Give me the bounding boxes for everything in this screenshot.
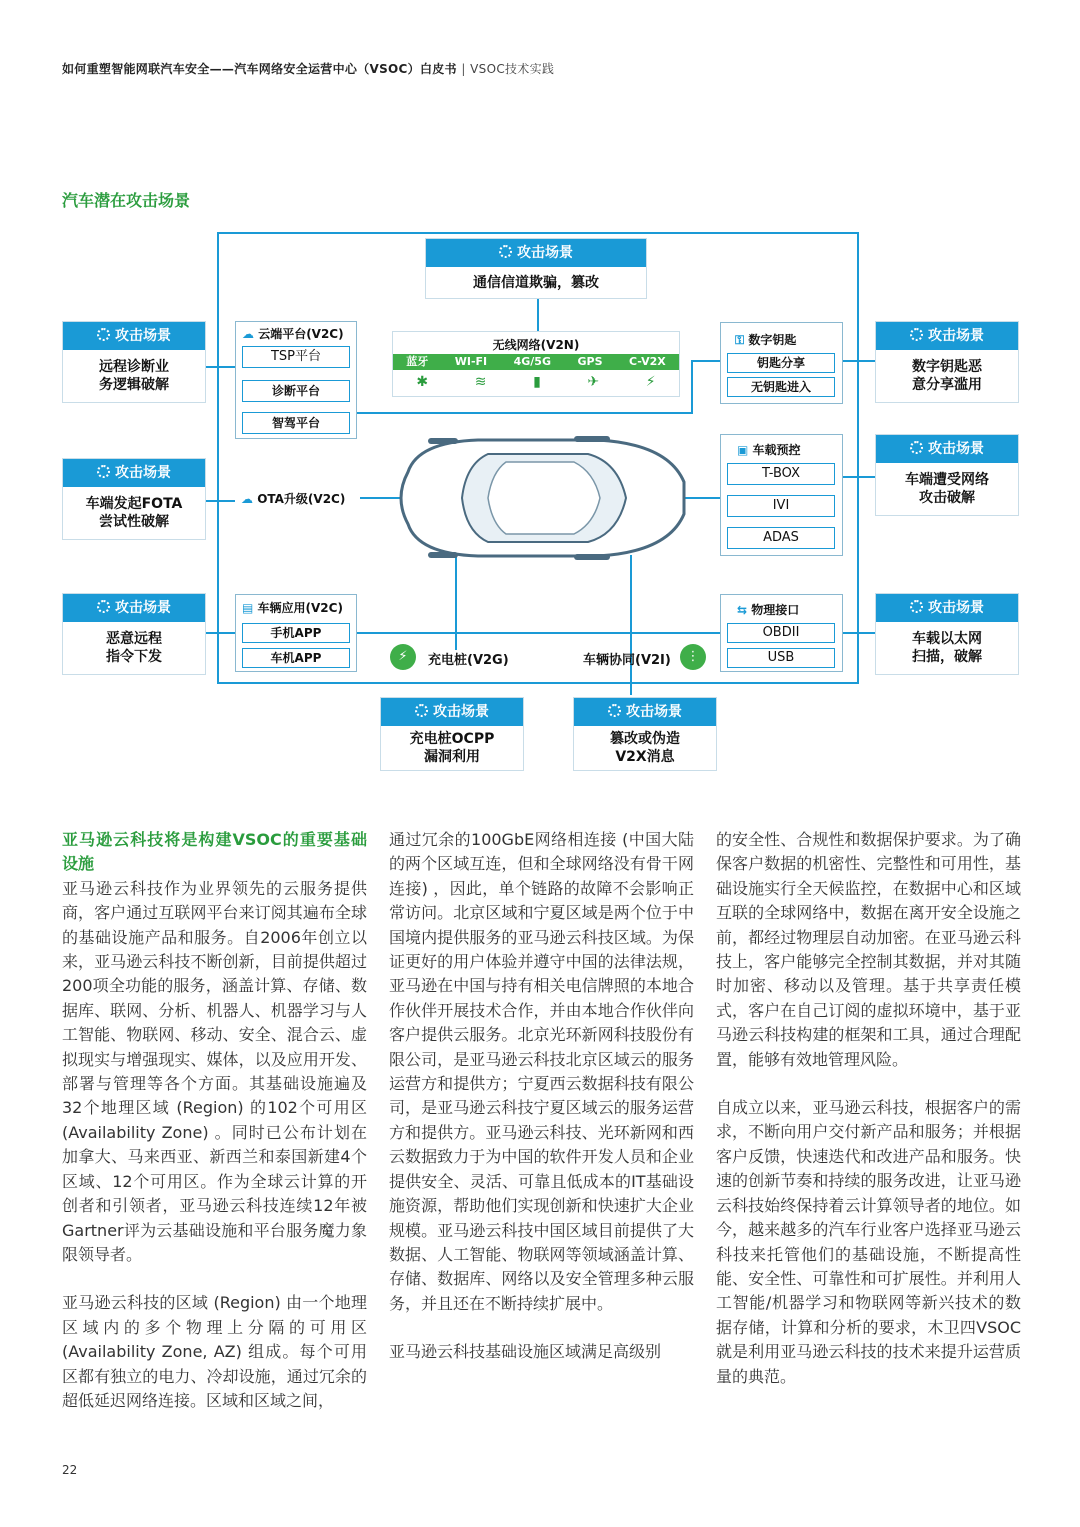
vehicle-app-group [235, 594, 357, 672]
scenario-text-line: 远程诊断业 [99, 359, 169, 375]
paragraph: 通过冗余的100GbE网络相连接 (中国大陆的两个区域互连，但和全球网络没有骨干网连接) ，因此，单个链路的故障不会影响正常访问。北京区域和宁夏区域是两个位于中国境内提供服务的亚马逊云科技区域。为保证更好的用户体验并遵守中国的法律法规，亚马逊在中国与持有相关电信牌照的本地合作伙伴开展技术合作，并由本地合作伙伴向客户提供云服务。北京光环新网科技股份有限公司，是亚马逊云科技北京区域云的服务运营方和提供方；宁夏西云数据科技有限公司，是亚马逊云科技宁夏区域云的服务运营方和提供方。亚马逊云科技、光环新网和西云数据致力于为中国的软件开发人员和企业提供安全、灵活、可靠且低成本的IT基础设施资源，帮助他们实现创新和快速扩大企业规模。亚马逊云科技中国区域目前提供了大数据、人工智能、物联网等领域涵盖计算、存储、数据库、网络以及安全管理多种云服务，并且还在不断持续扩展中。 [389, 830, 694, 1313]
band-cellular: 4G/5G [513, 355, 551, 368]
band-wifi: WI-FI [454, 355, 488, 368]
obdii: OBDII [727, 623, 835, 643]
traffic-light-icon: ⋮ [680, 644, 706, 670]
vehicle-app-title: 车辆应用(V2C) [257, 601, 343, 615]
article-column-1 [62, 828, 367, 1437]
article-heading: 亚马逊云科技将是构建VSOC的重要基础设施 [62, 830, 367, 874]
header-title: 如何重塑智能网联汽车安全——汽车网络安全运营中心（VSOC）白皮书 [62, 62, 457, 76]
scenario-label: 攻击场景 [928, 441, 984, 457]
physical-title: 物理接口 [751, 603, 800, 617]
gear-icon [97, 465, 110, 478]
gear-icon [499, 245, 512, 258]
adas: ADAS [727, 527, 835, 549]
scenario-text-line: 指令下发 [106, 649, 162, 665]
header-section: VSOC技术实践 [470, 62, 555, 76]
paragraph: 自成立以来，亚马逊云科技，根据客户的需求，不断向用户交付新产品和服务；并根据客户反馈，快速迭代和改进产品和服务。快速的创新节奏和持续的服务改进，让亚马逊云科技始终保持着云计算领导者的地位。如今，越来越多的汽车行业客户选择亚马逊云科技来托管他们的基础设施，不断提高性能、安全性、可靠性和可扩展性。并利用人工智能/机器学习和物联网等新兴技术的数据存储，计算和分析的要求，木卫四VSOC就是利用亚马逊云科技的技术来提升运营质量的典范。 [716, 1098, 1021, 1386]
scenario-top [425, 238, 647, 299]
wireless-title: 无线网络(V2N) [492, 338, 580, 352]
scenario-text-line: 尝试性破解 [99, 514, 169, 530]
connector-line [356, 412, 692, 414]
keyless-entry: 无钥匙进入 [727, 377, 835, 397]
scenario-text-line: 意分享滥用 [912, 377, 982, 393]
cloud-icon: ☁ [242, 327, 254, 341]
onboard-group [720, 434, 843, 556]
scenario-right-2 [875, 434, 1019, 516]
scenario-text-line: 攻击破解 [919, 490, 975, 506]
usb: USB [727, 648, 835, 668]
paragraph: 亚马逊云科技的区域 (Region) 由一个地理区域内的多个物理上分隔的可用区 (Availability Zone, AZ) 组成。每个可用区都有独立的电力、冷却设施，通过冗余的超低延迟网络连接。区域和区域之间， [62, 1293, 367, 1410]
connector-line [693, 360, 721, 362]
scenario-text-line: 篡改或伪造 [610, 731, 680, 747]
charger-label: 充电桩(V2G) [428, 653, 509, 668]
connector-line [455, 555, 457, 650]
connector-line [842, 632, 875, 634]
connector-line [842, 476, 875, 478]
physical-interface-group [720, 594, 843, 672]
scenario-label: 攻击场景 [115, 600, 171, 616]
mobile-app: 手机APP [242, 623, 350, 643]
gear-icon [910, 600, 923, 613]
cloud-platform-title: 云端平台(V2C) [258, 327, 344, 341]
cloud-platform-group [235, 321, 357, 439]
smart-drive-platform: 智驾平台 [242, 412, 350, 434]
scenario-right-1 [875, 321, 1019, 403]
diagnosis-platform: 诊断平台 [242, 380, 350, 402]
scenario-bottom-1 [380, 697, 524, 771]
scenario-text-line: 车载以太网 [912, 631, 982, 647]
ivi: IVI [727, 495, 835, 517]
diagram-title: 汽车潜在攻击场景 [62, 191, 191, 210]
gear-icon [415, 704, 428, 717]
scenario-text: 通信信道欺骗，篡改 [473, 274, 599, 291]
onboard-title: 车载预控 [752, 443, 801, 457]
scenario-left-1 [62, 321, 206, 403]
connector-line [630, 555, 632, 695]
ota-label: OTA升级(V2C) [257, 492, 346, 506]
tbox: T-BOX [727, 463, 835, 485]
app-grid-icon: ▤ [242, 601, 254, 615]
key-icon: ⚿ [735, 333, 745, 347]
scenario-left-2 [62, 458, 206, 540]
scenario-bottom-2 [573, 697, 717, 771]
scenario-label: 攻击场景 [433, 704, 489, 720]
wireless-bands [393, 354, 679, 370]
scenario-text-line: V2X消息 [615, 749, 675, 765]
connector-line [842, 360, 875, 362]
gear-icon [97, 328, 110, 341]
gear-icon [910, 441, 923, 454]
scenario-label: 攻击场景 [115, 465, 171, 481]
v2i-label: 车辆协同(V2I) [583, 653, 671, 668]
ota-upgrade [238, 490, 348, 507]
band-gps: GPS [577, 355, 603, 368]
article-column-3 [716, 828, 1021, 1413]
tsp-platform: TSP平台 [242, 346, 350, 368]
scenario-label: 攻击场景 [928, 600, 984, 616]
scenario-text-line: 扫描，破解 [912, 649, 982, 665]
connector-line [537, 298, 539, 332]
connector-line [691, 360, 693, 414]
key-sharing: 钥匙分享 [727, 353, 835, 373]
scenario-label: 攻击场景 [115, 328, 171, 344]
signal-bars-icon: ▮ [533, 374, 541, 390]
scenario-label: 攻击场景 [626, 704, 682, 720]
band-cv2x: C-V2X [628, 355, 666, 368]
device-icon: ▣ [737, 443, 749, 457]
scenario-text-line: 漏洞利用 [424, 749, 480, 765]
scenario-label: 攻击场景 [517, 245, 573, 261]
scenario-text-line: 数字钥匙恶 [912, 359, 982, 375]
head-unit-app: 车机APP [242, 648, 350, 668]
scenario-text-line: 恶意远程 [106, 631, 162, 647]
connector-line [205, 632, 239, 634]
paragraph: 亚马逊云科技作为业界领先的云服务提供商，客户通过互联网平台来订阅其遍布全球的基础设施产品和服务。自2006年创立以来，亚马逊云科技不断创新，目前提供超过200项全功能的服务，涵盖计算、存储、数据库、联网、分析、机器人、机器学习与人工智能、物联网、移动、安全、混合云、虚拟现实与增强现实、媒体，以及应用开发、部署与管理等各个方面。其基础设施遍及32个地理区域 (Region) 的102个可用区 (Availability Zone) 。同时已公布计划在加拿大、马来西亚、新西兰和泰国新建4个区域、12个可用区。作为全球云计算的开创者和引领者，亚马逊云科技连续12年被Gartner评为云基础设施和平台服务魔力象限领导者。 [62, 878, 367, 1264]
scenario-text-line: 务逻辑破解 [99, 377, 169, 393]
scenario-left-3 [62, 593, 206, 675]
bluetooth-icon: ✱ [416, 374, 429, 390]
car-illustration [388, 432, 690, 564]
running-header [62, 60, 554, 77]
page-number: 22 [62, 1463, 78, 1477]
wifi-icon: ≋ [474, 374, 487, 390]
scenario-text-line: 车端发起FOTA [85, 496, 183, 512]
cloud-icon: ☁ [241, 492, 253, 506]
header-separator: | [461, 62, 466, 76]
connector-line [350, 632, 720, 634]
band-bluetooth: 蓝牙 [406, 355, 429, 368]
wireless-network-v2n [392, 331, 680, 397]
wireless-icons [393, 374, 679, 390]
usb-icon: ⇆ [737, 603, 748, 617]
paragraph: 亚马逊云科技基础设施区域满足高级别 [389, 1342, 662, 1362]
connector-line [205, 500, 235, 502]
digital-key-title: 数字钥匙 [748, 333, 797, 347]
gear-icon [608, 704, 621, 717]
scenario-label: 攻击场景 [928, 328, 984, 344]
charger-icon: ⚡ [390, 644, 416, 670]
satellite-icon: ✈ [587, 374, 600, 390]
gear-icon [97, 600, 110, 613]
connector-line [205, 366, 239, 368]
v2x-satellite-icon: ⚡ [645, 374, 656, 390]
gear-icon [910, 328, 923, 341]
article-column-2 [389, 828, 694, 1389]
scenario-text-line: 充电桩OCPP [409, 731, 495, 747]
paragraph: 的安全性、合规性和数据保护要求。为了确保客户数据的机密性、完整性和可用性，基础设施实行全天候监控，在数据中心和区域互联的全球网络中，数据在离开安全设施之前，都经过物理层自动加密。在亚马逊云科技上，客户能够完全控制其数据，并对其随时加密、移动以及管理。基于共享责任模式，客户在自己订阅的虚拟环境中，基于亚马逊云科技构建的框架和工具，通过合理配置，能够有效地管理风险。 [716, 830, 1021, 1069]
digital-key-group [720, 322, 843, 404]
scenario-right-3 [875, 593, 1019, 675]
scenario-text-line: 车端遭受网络 [905, 472, 989, 488]
